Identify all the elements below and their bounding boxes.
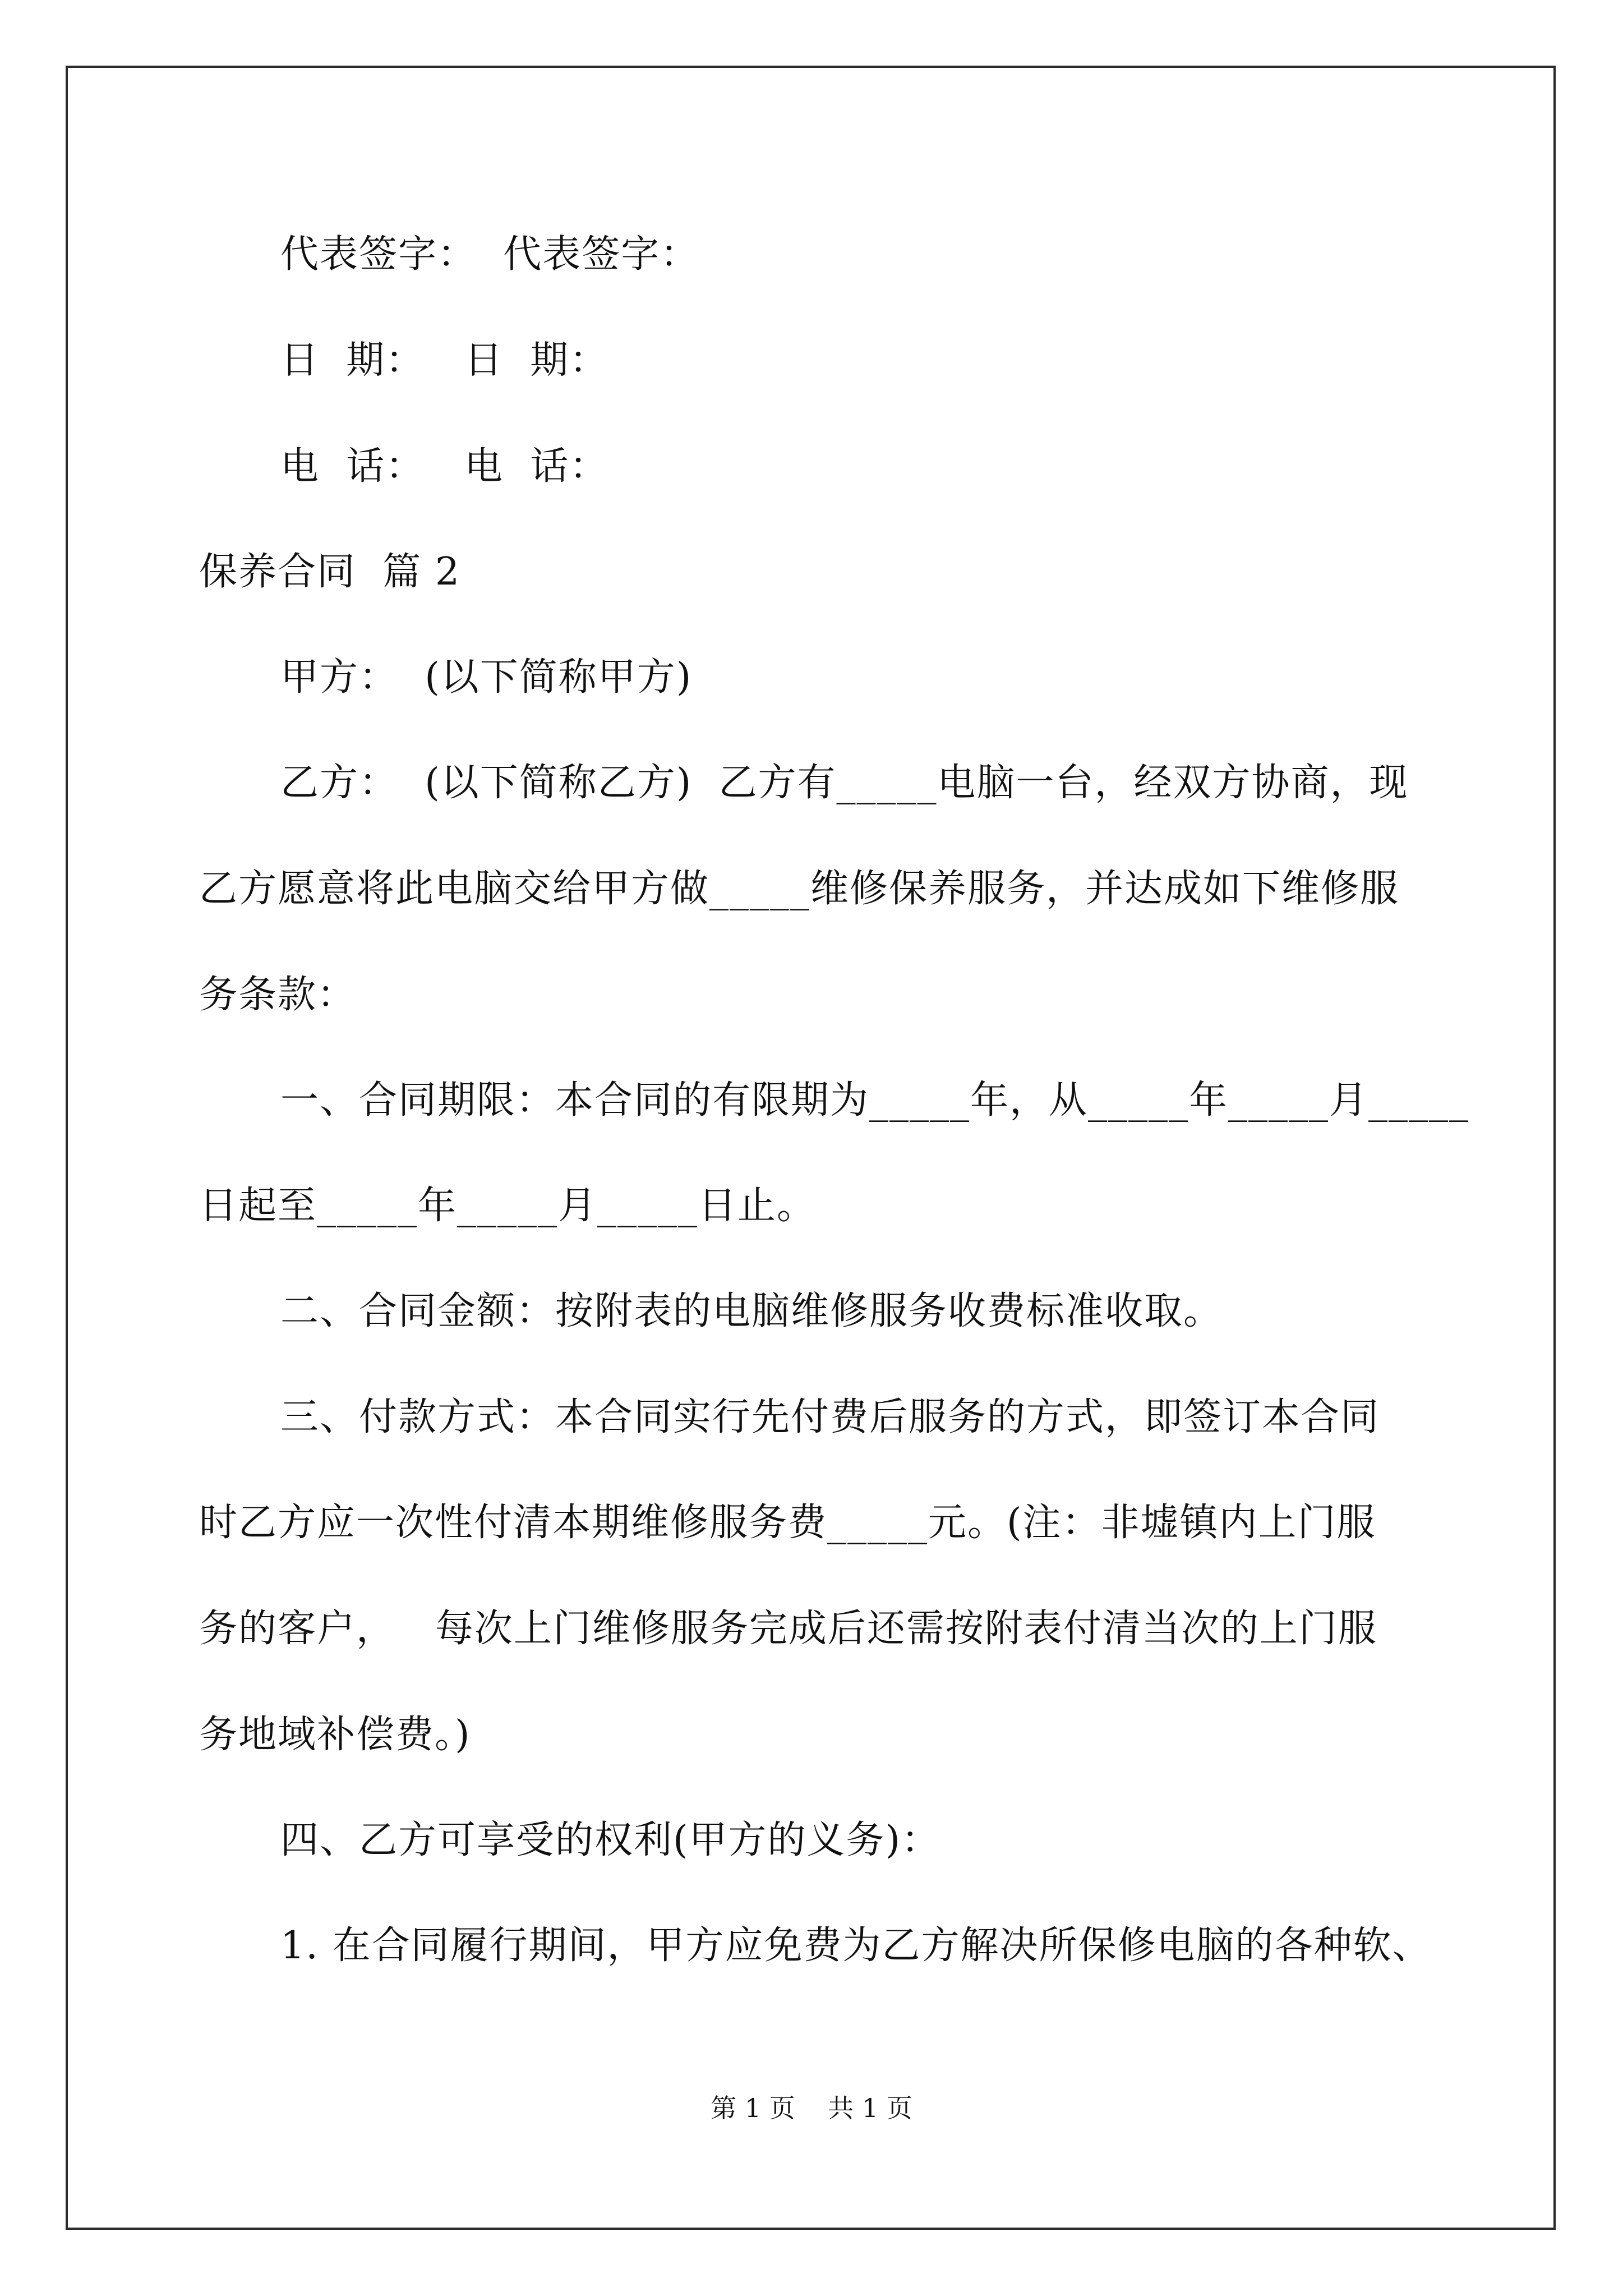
clause-3-line: 务的客户， 每次上门维修服务完成后还需按附表付清当次的上门服 <box>199 1607 1377 1651</box>
clause-2-line: 二、合同金额：按附表的电脑维修服务收费标准收取。 <box>280 1289 1223 1333</box>
section-title: 保养合同 篇 2 <box>199 550 461 594</box>
clause-3-line: 务地域补偿费。) <box>199 1713 471 1757</box>
page-border <box>66 66 1556 2230</box>
party-b-line: 乙方： (以下简称乙方) 乙方有_____电脑一台，经双方协商，现 <box>280 761 1409 805</box>
clause-3-line: 三、付款方式：本合同实行先付费后服务的方式，即签订本合同 <box>280 1395 1380 1439</box>
clause-4-heading: 四、乙方可享受的权利(甲方的义务)： <box>280 1818 941 1862</box>
date-line: 日 期： 日 期： <box>280 338 609 383</box>
clause-3-line: 时乙方应一次性付清本期维修服务费_____元。(注：非墟镇内上门服 <box>199 1501 1376 1545</box>
phone-line: 电 话： 电 话： <box>280 444 609 489</box>
clause-1-line: 日起至_____年_____月_____日止。 <box>199 1184 817 1228</box>
party-a-line: 甲方： (以下简称甲方) <box>280 655 693 700</box>
clause-4-item-1: 1. 在合同履行期间，甲方应免费为乙方解决所保修电脑的各种软、 <box>280 1924 1432 1968</box>
signature-line: 代表签字： 代表签字： <box>280 232 700 277</box>
paragraph-line: 乙方愿意将此电脑交给甲方做_____维修保养服务，并达成如下维修服 <box>199 867 1400 911</box>
paragraph-line: 务条款： <box>199 973 357 1017</box>
page-footer: 第 1 页 共 1 页 <box>711 2093 912 2123</box>
clause-1-line: 一、合同期限：本合同的有限期为_____年，从_____年_____月_____ <box>280 1078 1470 1122</box>
